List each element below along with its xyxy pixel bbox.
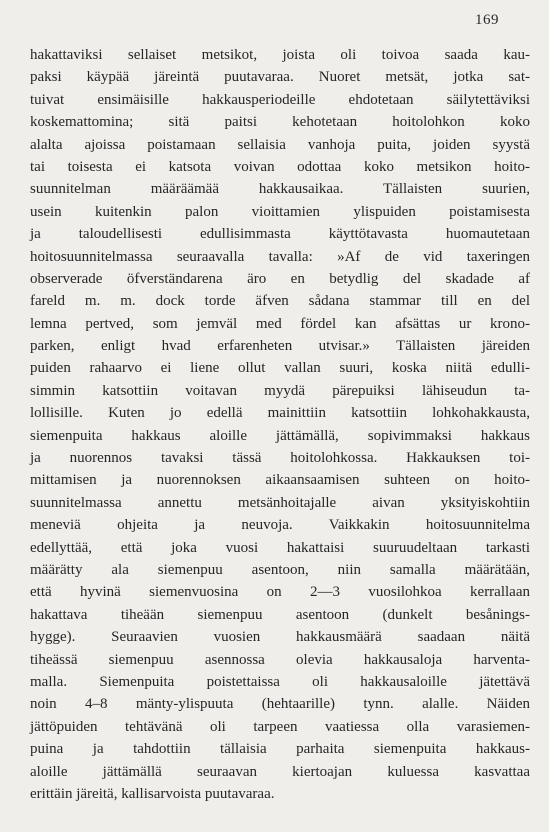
text-line: observerade öfverständarena äro en betydlig del skadade af [30,270,530,287]
text-line: fareld m. m. dock torde äfven sådana stammar till en del [30,293,530,310]
text-line: hygge). Seuraavien vuosien hakkausmäärä saadaan näitä [30,629,530,646]
text-line: erittäin järeitä, kallisarvoista puutavaraa. [30,785,275,802]
text-line: tai toisesta ei katsota voivan odottaa koko metsikon hoito- [30,158,530,175]
text-line: että hyvinä siemenvuosina on 2—3 vuosilohkoa kerrallaan [30,584,530,601]
text-line: hoitosuunnitelmassa seuraavalla tavalla: »Af de vid taxeringen [30,248,530,265]
text-line: suunnitelmassa annettu metsänhoitajalle aivan yksityiskohtiin [30,494,530,511]
text-line: hakattava tiheään siemenpuu asentoon (dunkelt besånings- [30,606,530,623]
text-line: koskemattomina; sitä paitsi kehotetaan hoitolohkon koko [30,114,530,131]
text-line: meneviä ohjeita ja neuvoja. Vaikkakin hoitosuunnitelma [30,517,530,534]
text-line: suunnitelman määräämää hakkausaikaa. Tällaisten suurien, [30,181,530,198]
text-line: paksi käypää järeintä puutavaraa. Nuoret metsät, jotka sat- [30,69,530,86]
text-line: noin 4–8 mänty-ylispuuta (hehtaarille) tynn. alalle. Näiden [30,696,530,713]
text-line: parken, enligt hvad erfarenheten utvisar.» Tällaisten järeiden [30,338,530,355]
text-line: malla. Siemenpuita poistettaissa oli hakkausaloille jätettävä [30,673,530,690]
text-line: mittamisen ja nuorennoksen aikaansaamisen suhteen on hoito- [30,472,530,489]
text-line: lollisille. Kuten jo edellä mainittiin katsottiin lohkohakkausta, [30,405,530,422]
text-line: jättöpuiden tehtävänä oli tarpeen vaatiessa olla varasiemen- [30,718,530,735]
text-line: puina ja tahdottiin tällaisia parhaita siemenpuita hakkaus- [30,741,530,758]
text-line: usein kuitenkin palon vioittamien ylispuiden poistamisesta [30,203,530,220]
text-line: alalta ajoissa poistamaan sellaisia vanhoja puita, joiden syystä [30,136,530,153]
text-line: edellyttää, että joka vuosi hakattaisi suuruudeltaan tarkasti [30,539,530,556]
text-line: simmin katsottiin voitavan myydä pärepuiksi lähiseudun ta- [30,382,530,399]
text-line: aloille jättämällä seuraavan kiertoajan kuluessa kasvattaa [30,763,530,780]
text-line: ja taloudellisesti edullisimmasta käyttötavasta huomautetaan [30,226,530,243]
text-line: puiden rahaarvo ei liene ollut vallan suuri, koska niitä edulli- [30,360,530,377]
text-line: ja nuorennos tavaksi tässä hoitolohkossa. Hakkauksen toi- [30,450,530,467]
body-text [30,44,530,805]
text-line: määrätty ala siemenpuu asentoon, niin samalla määrätään, [30,561,530,578]
text-line: hakattaviksi sellaiset metsikot, joista oli toivoa saada kau- [30,47,530,63]
text-line: tiheässä siemenpuu asennossa olevia hakkausaloja harventa- [30,651,530,668]
text-line: siemenpuita hakkaus aloille jättämällä, sopivimmaksi hakkaus [30,427,530,444]
page-number: 169 [475,12,499,28]
text-line: tuivat ensimäisille hakkausperiodeille ehdotetaan säilytettäviksi [30,91,530,108]
text-line: lemna pertved, som jemväl med fördel kan afsättas ur krono- [30,315,530,332]
